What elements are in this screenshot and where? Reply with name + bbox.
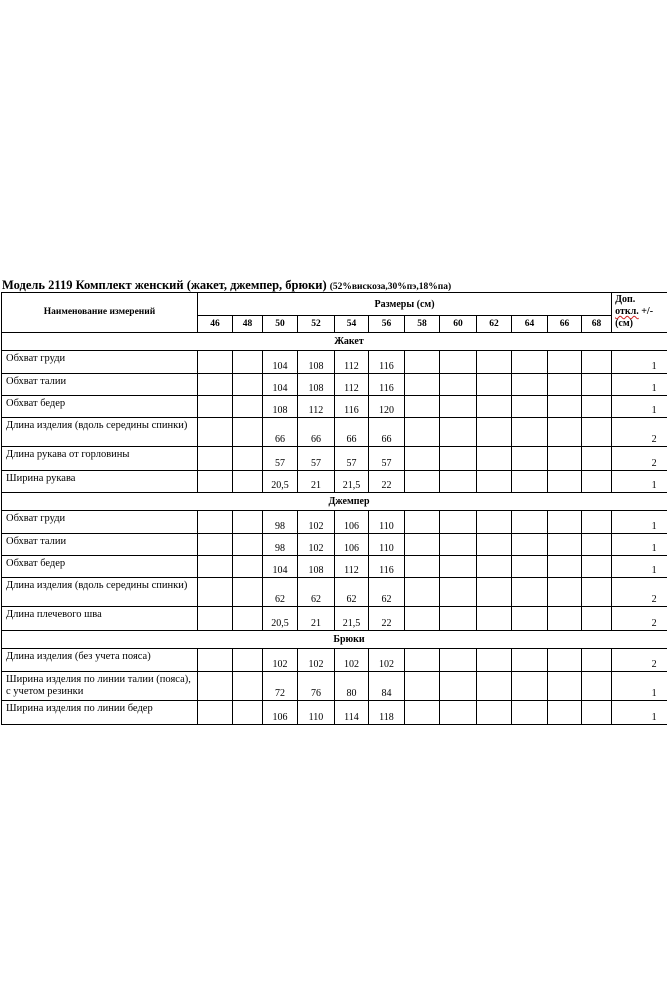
size-value-cell xyxy=(548,649,582,672)
size-value-cell xyxy=(477,471,512,493)
size-value-cell xyxy=(233,649,263,672)
size-value-cell xyxy=(440,351,477,374)
size-value-cell: 22 xyxy=(369,607,405,631)
size-value-cell xyxy=(405,578,440,607)
tolerance-cell: 1 xyxy=(612,701,667,725)
size-value-cell: 21,5 xyxy=(335,607,369,631)
size-value-cell xyxy=(405,649,440,672)
document-title xyxy=(2,278,451,293)
tolerance-cell: 2 xyxy=(612,578,667,607)
size-value-cell xyxy=(582,701,612,725)
size-value-cell xyxy=(477,351,512,374)
size-value-cell: 112 xyxy=(335,351,369,374)
size-value-cell: 110 xyxy=(369,534,405,556)
size-value-cell xyxy=(440,511,477,534)
size-header-68: 68 xyxy=(582,316,612,333)
size-value-cell xyxy=(233,511,263,534)
tolerance-line-1: Доп. xyxy=(615,294,636,305)
size-value-cell xyxy=(512,418,548,447)
section-title: Брюки xyxy=(2,631,667,649)
size-value-cell: 62 xyxy=(298,578,335,607)
size-value-cell xyxy=(582,578,612,607)
size-value-cell: 102 xyxy=(298,534,335,556)
table-row xyxy=(2,418,667,447)
size-value-cell xyxy=(548,607,582,631)
size-value-cell: 116 xyxy=(369,374,405,396)
size-value-cell xyxy=(440,607,477,631)
size-value-cell xyxy=(198,511,233,534)
tolerance-line-3: (см) xyxy=(615,318,633,329)
table-row xyxy=(2,447,667,471)
size-value-cell xyxy=(198,418,233,447)
size-value-cell: 80 xyxy=(335,672,369,701)
table-row xyxy=(2,701,667,725)
section-title: Джемпер xyxy=(2,493,667,511)
size-value-cell xyxy=(198,447,233,471)
size-value-cell: 66 xyxy=(263,418,298,447)
size-value-cell xyxy=(512,701,548,725)
size-value-cell: 106 xyxy=(335,511,369,534)
size-value-cell xyxy=(440,672,477,701)
size-value-cell xyxy=(512,607,548,631)
size-header-58: 58 xyxy=(405,316,440,333)
size-value-cell xyxy=(233,447,263,471)
section-row xyxy=(2,493,667,511)
measurement-name: Обхват талии xyxy=(2,374,198,396)
size-value-cell: 62 xyxy=(263,578,298,607)
size-value-cell: 108 xyxy=(263,396,298,418)
size-value-cell: 66 xyxy=(335,418,369,447)
sizes-header: Размеры (см) xyxy=(198,293,612,316)
measurement-name: Обхват бедер xyxy=(2,556,198,578)
size-value-cell xyxy=(512,471,548,493)
table-row xyxy=(2,578,667,607)
size-value-cell xyxy=(198,672,233,701)
size-value-cell xyxy=(582,396,612,418)
size-value-cell xyxy=(548,701,582,725)
tolerance-cell: 2 xyxy=(612,418,667,447)
size-value-cell: 84 xyxy=(369,672,405,701)
size-value-cell: 104 xyxy=(263,556,298,578)
size-value-cell xyxy=(405,534,440,556)
size-value-cell: 20,5 xyxy=(263,607,298,631)
size-value-cell xyxy=(582,556,612,578)
size-value-cell xyxy=(405,418,440,447)
size-value-cell: 106 xyxy=(263,701,298,725)
size-value-cell xyxy=(477,556,512,578)
size-value-cell: 112 xyxy=(335,556,369,578)
table-row xyxy=(2,607,667,631)
size-value-cell xyxy=(405,701,440,725)
size-value-cell xyxy=(548,578,582,607)
size-value-cell xyxy=(405,396,440,418)
size-value-cell xyxy=(405,511,440,534)
size-value-cell: 98 xyxy=(263,534,298,556)
size-value-cell xyxy=(512,447,548,471)
measurement-name: Ширина рукава xyxy=(2,471,198,493)
tolerance-cell: 1 xyxy=(612,534,667,556)
size-header-54: 54 xyxy=(335,316,369,333)
size-value-cell xyxy=(405,447,440,471)
size-value-cell xyxy=(477,447,512,471)
size-value-cell: 102 xyxy=(369,649,405,672)
tolerance-sign: +/- xyxy=(638,306,654,317)
size-value-cell xyxy=(477,649,512,672)
size-value-cell xyxy=(548,396,582,418)
size-value-cell xyxy=(233,418,263,447)
size-value-cell xyxy=(512,511,548,534)
size-value-cell: 104 xyxy=(263,374,298,396)
size-header-52: 52 xyxy=(298,316,335,333)
size-value-cell xyxy=(477,418,512,447)
size-value-cell: 110 xyxy=(298,701,335,725)
size-value-cell: 108 xyxy=(298,556,335,578)
size-value-cell xyxy=(233,556,263,578)
fabric-composition: (52%вискоза,30%пэ,18%па) xyxy=(329,282,452,292)
size-value-cell xyxy=(198,534,233,556)
size-value-cell: 62 xyxy=(335,578,369,607)
size-value-cell xyxy=(440,556,477,578)
size-value-cell: 57 xyxy=(369,447,405,471)
size-value-cell xyxy=(548,447,582,471)
size-header-50: 50 xyxy=(263,316,298,333)
size-value-cell xyxy=(582,447,612,471)
size-value-cell: 114 xyxy=(335,701,369,725)
size-value-cell: 66 xyxy=(298,418,335,447)
size-value-cell xyxy=(198,578,233,607)
tolerance-cell: 2 xyxy=(612,447,667,471)
size-value-cell xyxy=(477,511,512,534)
measurement-name: Обхват груди xyxy=(2,351,198,374)
size-value-cell xyxy=(477,578,512,607)
size-value-cell xyxy=(233,578,263,607)
size-value-cell: 104 xyxy=(263,351,298,374)
size-header-66: 66 xyxy=(548,316,582,333)
measurement-name: Обхват талии xyxy=(2,534,198,556)
size-value-cell xyxy=(440,447,477,471)
size-value-cell xyxy=(440,649,477,672)
measurement-name: Ширина изделия по линии бедер xyxy=(2,701,198,725)
size-value-cell: 106 xyxy=(335,534,369,556)
size-value-cell: 102 xyxy=(335,649,369,672)
size-value-cell xyxy=(512,374,548,396)
measurement-name: Обхват груди xyxy=(2,511,198,534)
size-value-cell: 20,5 xyxy=(263,471,298,493)
size-value-cell: 76 xyxy=(298,672,335,701)
size-value-cell xyxy=(233,396,263,418)
tolerance-cell: 1 xyxy=(612,396,667,418)
size-value-cell: 108 xyxy=(298,374,335,396)
section-row xyxy=(2,631,667,649)
size-value-cell xyxy=(440,471,477,493)
size-value-cell xyxy=(582,672,612,701)
tolerance-header xyxy=(612,293,667,333)
size-value-cell xyxy=(405,556,440,578)
size-value-cell xyxy=(582,351,612,374)
size-value-cell xyxy=(582,534,612,556)
measurement-name: Ширина изделия по линии талии (пояса), с учетом резинки xyxy=(2,672,198,701)
size-value-cell: 118 xyxy=(369,701,405,725)
size-value-cell xyxy=(477,396,512,418)
size-header-60: 60 xyxy=(440,316,477,333)
model-title: Модель 2119 Комплект женский (жакет, джемпер, брюки) xyxy=(2,278,327,292)
size-value-cell xyxy=(233,351,263,374)
size-value-cell xyxy=(440,578,477,607)
size-value-cell: 112 xyxy=(335,374,369,396)
size-value-cell xyxy=(440,374,477,396)
size-header-48: 48 xyxy=(233,316,263,333)
tolerance-word-2: откл. xyxy=(615,306,639,317)
size-value-cell: 57 xyxy=(335,447,369,471)
section-row xyxy=(2,333,667,351)
size-value-cell xyxy=(405,672,440,701)
size-value-cell xyxy=(198,649,233,672)
size-value-cell xyxy=(512,396,548,418)
size-value-cell xyxy=(405,351,440,374)
table-row xyxy=(2,351,667,374)
size-header-62: 62 xyxy=(477,316,512,333)
size-value-cell xyxy=(477,534,512,556)
table-row xyxy=(2,396,667,418)
size-value-cell xyxy=(198,351,233,374)
size-value-cell xyxy=(582,418,612,447)
tolerance-cell: 1 xyxy=(612,471,667,493)
size-header-46: 46 xyxy=(198,316,233,333)
table-row xyxy=(2,511,667,534)
size-value-cell xyxy=(233,672,263,701)
size-header-56: 56 xyxy=(369,316,405,333)
size-value-cell xyxy=(548,418,582,447)
size-value-cell xyxy=(582,607,612,631)
size-value-cell xyxy=(405,374,440,396)
tolerance-cell: 1 xyxy=(612,511,667,534)
size-value-cell xyxy=(198,471,233,493)
size-value-cell xyxy=(233,701,263,725)
size-value-cell: 116 xyxy=(335,396,369,418)
size-value-cell xyxy=(548,374,582,396)
size-value-cell xyxy=(512,351,548,374)
size-value-cell: 120 xyxy=(369,396,405,418)
size-value-cell xyxy=(548,534,582,556)
size-value-cell: 110 xyxy=(369,511,405,534)
size-value-cell xyxy=(512,672,548,701)
size-value-cell xyxy=(582,471,612,493)
measurement-name-header: Наименование измерений xyxy=(2,293,198,333)
size-value-cell xyxy=(440,418,477,447)
section-title: Жакет xyxy=(2,333,667,351)
size-value-cell xyxy=(440,534,477,556)
table-row xyxy=(2,649,667,672)
measurement-name: Длина изделия (вдоль середины спинки) xyxy=(2,578,198,607)
size-value-cell xyxy=(233,374,263,396)
size-value-cell: 57 xyxy=(298,447,335,471)
measurement-name: Длина плечевого шва xyxy=(2,607,198,631)
size-value-cell: 102 xyxy=(298,649,335,672)
size-value-cell xyxy=(548,351,582,374)
tolerance-cell: 2 xyxy=(612,607,667,631)
size-value-cell: 21,5 xyxy=(335,471,369,493)
size-value-cell xyxy=(582,649,612,672)
size-value-cell: 108 xyxy=(298,351,335,374)
size-value-cell: 66 xyxy=(369,418,405,447)
tolerance-cell: 1 xyxy=(612,556,667,578)
measurement-name: Длина рукава от горловины xyxy=(2,447,198,471)
tolerance-cell: 2 xyxy=(612,649,667,672)
size-value-cell: 62 xyxy=(369,578,405,607)
size-value-cell xyxy=(233,607,263,631)
size-value-cell: 102 xyxy=(263,649,298,672)
table-row xyxy=(2,556,667,578)
size-value-cell xyxy=(405,607,440,631)
tolerance-cell: 1 xyxy=(612,351,667,374)
size-value-cell xyxy=(477,672,512,701)
size-value-cell xyxy=(198,396,233,418)
size-value-cell xyxy=(440,701,477,725)
size-value-cell xyxy=(548,672,582,701)
size-value-cell xyxy=(548,511,582,534)
size-value-cell: 72 xyxy=(263,672,298,701)
size-value-cell: 21 xyxy=(298,471,335,493)
size-header-64: 64 xyxy=(512,316,548,333)
table-row xyxy=(2,471,667,493)
size-value-cell xyxy=(512,534,548,556)
size-value-cell xyxy=(582,511,612,534)
size-chart-table xyxy=(1,292,667,725)
measurement-name: Обхват бедер xyxy=(2,396,198,418)
tolerance-cell: 1 xyxy=(612,374,667,396)
size-value-cell: 102 xyxy=(298,511,335,534)
size-value-cell xyxy=(512,578,548,607)
size-value-cell xyxy=(548,471,582,493)
size-value-cell: 98 xyxy=(263,511,298,534)
size-value-cell xyxy=(477,374,512,396)
size-value-cell xyxy=(233,471,263,493)
size-value-cell xyxy=(233,534,263,556)
measurement-name: Длина изделия (без учета пояса) xyxy=(2,649,198,672)
size-value-cell xyxy=(198,556,233,578)
size-value-cell xyxy=(440,396,477,418)
size-value-cell xyxy=(512,556,548,578)
size-value-cell xyxy=(198,701,233,725)
table-row xyxy=(2,534,667,556)
size-value-cell xyxy=(548,556,582,578)
size-value-cell xyxy=(512,649,548,672)
size-value-cell xyxy=(582,374,612,396)
size-value-cell: 116 xyxy=(369,556,405,578)
size-value-cell: 112 xyxy=(298,396,335,418)
size-value-cell: 116 xyxy=(369,351,405,374)
size-value-cell xyxy=(477,607,512,631)
measurement-name: Длина изделия (вдоль середины спинки) xyxy=(2,418,198,447)
size-value-cell: 21 xyxy=(298,607,335,631)
size-value-cell xyxy=(198,374,233,396)
size-value-cell xyxy=(405,471,440,493)
size-value-cell xyxy=(477,701,512,725)
size-value-cell: 57 xyxy=(263,447,298,471)
size-value-cell: 22 xyxy=(369,471,405,493)
tolerance-cell: 1 xyxy=(612,672,667,701)
size-value-cell xyxy=(198,607,233,631)
table-row xyxy=(2,374,667,396)
table-row xyxy=(2,672,667,701)
